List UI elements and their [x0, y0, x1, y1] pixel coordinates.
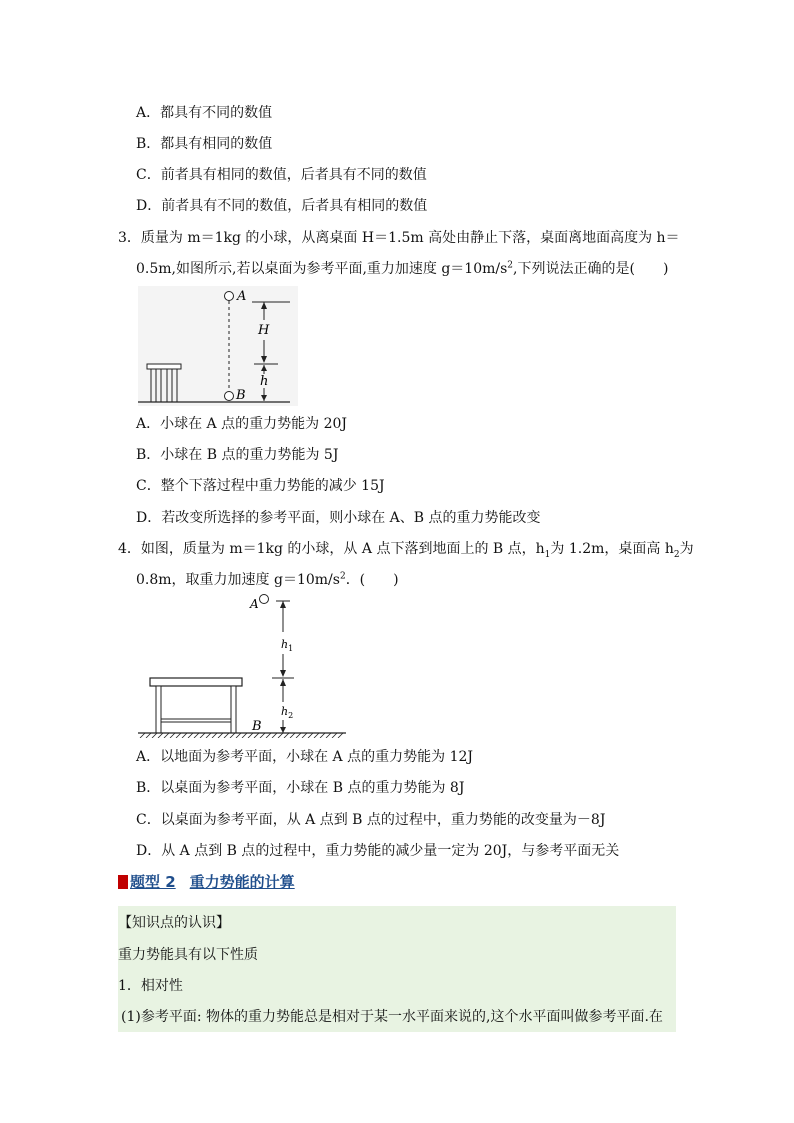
q4-option-a: A．以地面为参考平面，小球在 A 点的重力势能为 12J [136, 749, 473, 765]
knowledge-line-1: 重力势能具有以下性质 [118, 947, 258, 963]
q3-label-b: B [236, 388, 246, 403]
q4-stem-line2: 0.8m，取重力加速度 $g=10m/s^2$．( ) [136, 571, 399, 588]
q3-label-a: A [237, 289, 247, 304]
q4-stem-line1: 4．如图，质量为 m＝1kg 的小球，从 A 点下落到地面上的 B 点，$h_1$为 1.2m，桌面高 $h_2$为 [118, 541, 694, 560]
q4-label-a: A [250, 597, 259, 611]
q3-figure-bg [138, 286, 298, 406]
q3-option-c: C．整个下落过程中重力势能的减少 15J [136, 478, 385, 494]
q3-label-h-lower: h [260, 374, 269, 389]
q2-option-a: A．都具有不同的数值 [136, 105, 273, 121]
q3-ball-a [225, 292, 234, 301]
q3-figure [138, 286, 298, 406]
q4-label-b: B [252, 719, 262, 734]
q4-option-c: C．以桌面为参考平面，从 A 点到 B 点的过程中，重力势能的改变量为－8J [136, 812, 606, 828]
knowledge-box [118, 906, 676, 1032]
q4-figure [138, 592, 348, 738]
q2-option-c: C．前者具有相同的数值，后者具有不同的数值 [136, 167, 427, 183]
q2-option-b: B．都具有相同的数值 [136, 136, 273, 152]
q4-ball-a [260, 595, 269, 604]
q3-option-b: B．小球在 B 点的重力势能为 5J [136, 447, 339, 463]
q4-ground [138, 733, 346, 738]
section-title-text: 重力势能的计算 [189, 873, 295, 891]
q3-ball-b [225, 392, 234, 401]
q3-stem-line1: 3．质量为 m＝1kg 的小球，从离桌面 H＝1.5m 高处由静止下落，桌面离地面高度为 h＝ [118, 230, 680, 246]
q4-option-b: B．以桌面为参考平面，小球在 B 点的重力势能为 8J [136, 780, 465, 796]
q2-option-d: D．前者具有不同的数值，后者具有相同的数值 [136, 198, 428, 214]
knowledge-line-3: (1)参考平面: 物体的重力势能总是相对于某一水平面来说的,这个水平面叫做参考平面.在 [121, 1009, 663, 1025]
q4-table [150, 678, 242, 733]
q3-stem-line2: 0.5m,如图所示,若以桌面为参考平面,重力加速度 $g=10m/s^2$,下列说法正确的是( ) [136, 260, 669, 277]
q4-option-d: D．从 A 点到 B 点的过程中，重力势能的减少量一定为 20J，与参考平面无关 [136, 843, 620, 859]
q4-label-h2: $h_2$ [281, 705, 294, 720]
q4-label-h1: $h_1$ [281, 638, 294, 653]
q3-label-h-upper: H [258, 323, 270, 338]
section-prefix: 题型 2 [130, 873, 176, 891]
q3-option-d: D．若改变所选择的参考平面，则小球在 A、B 点的重力势能改变 [136, 510, 541, 526]
section-heading [118, 872, 295, 892]
q3-option-a: A．小球在 A 点的重力势能为 20J [136, 416, 347, 432]
section-marker-icon [118, 875, 128, 889]
knowledge-heading: 【知识点的认识】 [118, 915, 230, 931]
knowledge-line-2: 1．相对性 [118, 978, 183, 994]
